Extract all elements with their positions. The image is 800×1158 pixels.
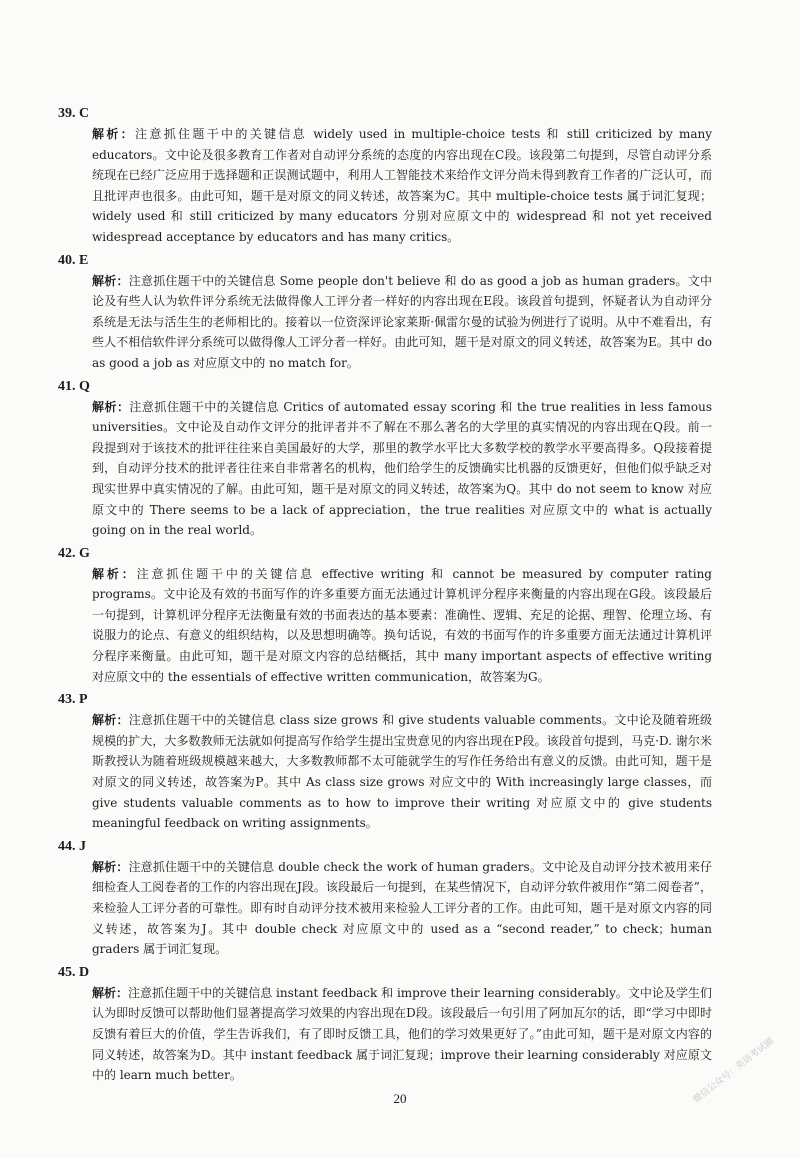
explanation bbox=[92, 857, 712, 960]
question-number: 39. C bbox=[58, 106, 90, 121]
watermark: 微信公众号：英语考试圈 bbox=[691, 1036, 777, 1106]
explanation bbox=[92, 710, 712, 834]
answer-item-44 bbox=[60, 837, 720, 960]
answer-item-43 bbox=[60, 690, 720, 834]
explanation bbox=[92, 564, 712, 688]
explanation-text: 注意抓住题干中的关键信息 double check the work of human graders。文中论及自动评分技术被用来仔细检查人工阅卷者的工作的内容出现在J段。该段最后一句提到，在某些情况下，自动评分软件被用作“第二阅卷者”，来检验人工评分者的可靠性。即有时自动评分技术被用来检验人工评分者的工作。由此可知，题干是对原文内容的同义转述，故答案为J。其中 double check 对应原文中的 used as a “second reader,” to check；human graders 属于词汇复现。 bbox=[92, 859, 712, 957]
explanation-text: 注意抓住题干中的关键信息 class size grows 和 give students valuable comments。文中论及随着班级规模的扩大，大多数教师无法就如何提高写作给学生提出宝贵意见的内容出现在P段。该段首句提到，马克·D. 谢尔米斯教授认为随着班级规模越来越大，大多数教师都不太可能就学生的写作任务给出有意义的反馈。由此可知，题干是对原文的同义转述，故答案为P。其中 As class size grows 对应文中的 With increasingly large classes，而 give students valuable comments as to how to improve their writing 对应原文中的 give students meaningful feedback on writing assignments。 bbox=[92, 713, 712, 831]
question-number: 42. G bbox=[58, 545, 90, 561]
answer-explanations bbox=[60, 104, 720, 1089]
explanation-label: 解析： bbox=[92, 985, 129, 1000]
explanation-text: 注意抓住题干中的关键信息 instant feedback 和 improve their learning considerably。文中论及学生们认为即时反馈可以帮助他们显著提高学习效果的内容出现在D段。该段最后一句引用了阿加瓦尔的话，即“学习中即时反馈有着巨大的价值，学生告诉我们，有了即时反馈工具，他们的学习效果更好了。”由此可知，题干是对原文内容的同义转述，故答案为D。其中 instant feedback 属于词汇复现；improve their learning considerably 对应原文中的 learn much better。 bbox=[92, 985, 712, 1083]
page-number: 20 bbox=[393, 1091, 407, 1106]
question-number: 45. D bbox=[58, 964, 90, 980]
answer-item-42 bbox=[60, 544, 720, 688]
question-number: 41. Q bbox=[58, 378, 90, 394]
answer-item-39 bbox=[60, 104, 720, 248]
explanation-text: 注意抓住题干中的关键信息 widely used in multiple-choice tests 和 still criticized by many educators。文中论及很多教育工作者对自动评分系统的态度的内容出现在C段。该段第二句提到，尽管自动评分系统现在已经广泛应用于选择题和正误测试题中，利用人工智能技术来给作文评分尚未得到教育工作者的广泛认可，而且批评声也很多。由此可知，题干是对原文的同义转述，故答案为C。其中 multiple-choice tests 属于词汇复现；widely used 和 still criticized by many educators 分别对应原文中的 widespread 和 not yet received widespread acceptance by educators and has many critics。 bbox=[92, 127, 712, 244]
explanation bbox=[92, 397, 712, 541]
explanation bbox=[92, 271, 712, 374]
explanation-text: 注意抓住题干中的关键信息 Critics of automated essay scoring 和 the true realities in less famous universities。文中论及自动作文评分的批评者并不了解在不那么著名的大学里的真实情况的内容出现在Q段。前一段提到对于该技术的批评往往来自美国最好的大学，那里的教学水平比大多数学校的教学水平要高得多。Q段接着提到，自动评分技术的批评者往往来自非常著名的机构，他们给学生的反馈确实比机器的反馈更好，但他们似乎缺乏对现实世界中真实情况的了解。由此可知，题干是对原文的同义转述，故答案为Q。其中 do not seem to know 对应原文中的 There seems to be a lack of appreciation，the true realities 对应原文中的 what is actually going on in the real world。 bbox=[92, 399, 712, 538]
explanation-text: 注意抓住题干中的关键信息 effective writing 和 cannot be measured by computer rating programs。文中论及有效的书面写作的许多重要方面无法通过计算机评分程序来衡量的内容出现在G段。该段最后一句提到，计算机评分程序无法衡量有效的书面表达的基本要素：准确性、逻辑、充足的论据、理智、伦理立场、有说服力的论点、有意义的组织结构，以及思想明确等。换句话说，有效的书面写作的许多重要方面无法通过计算机评分程序来衡量。由此可知，题干是对原文内容的总结概括，其中 many important aspects of effective writing 对应原文中的 the essentials of effective written communication，故答案为G。 bbox=[92, 566, 712, 684]
explanation-label: 解析： bbox=[92, 566, 137, 581]
question-number: 40. E bbox=[58, 252, 89, 268]
answer-item-45 bbox=[60, 963, 720, 1086]
explanation bbox=[92, 983, 712, 1086]
answer-item-40 bbox=[60, 251, 720, 374]
explanation-label: 解析： bbox=[92, 713, 129, 728]
explanation-text: 注意抓住题干中的关键信息 Some people don't believe 和 do as good a job as human graders。文中论及有些人认为软件评分系统无法做得像人工评分者一样好的内容出现在E段。该段首句提到，怀疑者认为自动评分系统是无法与活生生的老师相比的。接着以一位资深评论家莱斯·佩雷尔曼的试验为例进行了说明。从中不难看出，有些人不相信软件评分系统可以做得像人工评分者一样好。由此可知，题干是对原文的同义转述，故答案为E。其中 do as good a job as 对应原文中的 no match for。 bbox=[92, 273, 712, 370]
question-number: 44. J bbox=[58, 838, 86, 854]
answer-item-41 bbox=[60, 377, 720, 541]
explanation bbox=[92, 124, 712, 248]
question-number: 43. P bbox=[58, 692, 88, 708]
explanation-label: 解析： bbox=[92, 859, 129, 874]
explanation-label: 解析： bbox=[92, 399, 130, 414]
explanation-label: 解析： bbox=[92, 127, 136, 141]
explanation-label: 解析： bbox=[92, 273, 129, 288]
